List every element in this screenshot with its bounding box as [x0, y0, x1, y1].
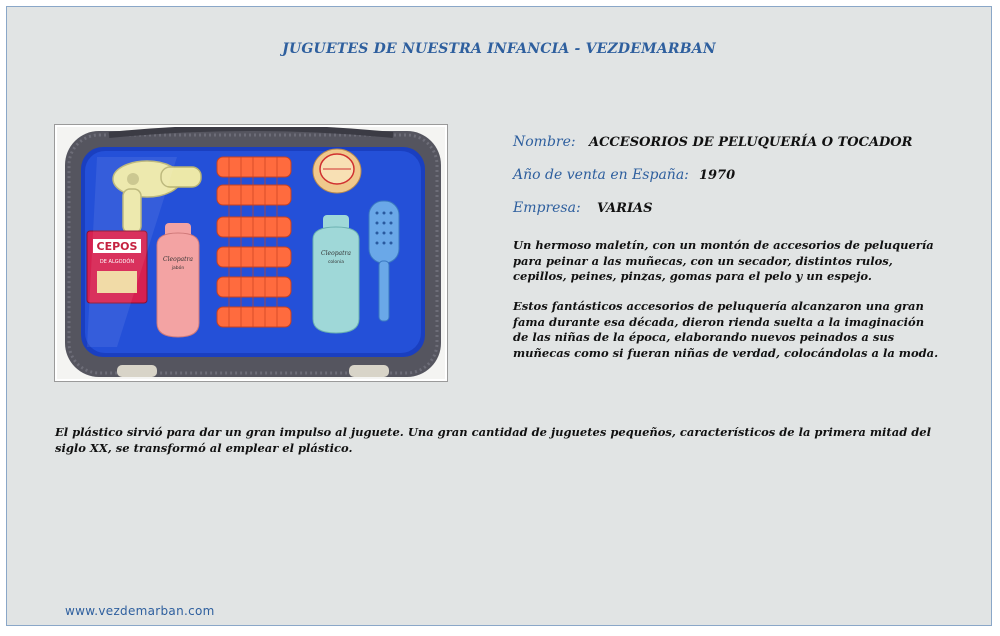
name-field — [513, 134, 913, 150]
site-url-link[interactable]: www.vezdemarban.com — [65, 604, 215, 618]
pink-bottle-label: Cleopatra — [163, 256, 193, 263]
page-title: JUGUETES DE NUESTRA INFANCIA - VEZDEMARBAN — [282, 41, 716, 57]
cepos-sublabel: DE ALGODÓN — [99, 259, 135, 265]
hairdresser-case-image — [57, 127, 445, 379]
description-paragraph-1: Un hermoso maletín, con un montón de accesorios de peluquería para peinar a las muñecas, con un secador, distintos rulos, cepillos, peines, pinzas, gomas para el pelo y un espejo. — [513, 238, 934, 283]
company-label: Empresa: — [513, 200, 581, 216]
blue-bottle-sublabel: colonia — [327, 260, 345, 265]
cepos-label: CEPOS — [96, 240, 138, 253]
product-photo — [54, 124, 448, 382]
blue-bottle-label: Cleopatra — [321, 250, 351, 257]
name-label: Nombre: — [513, 134, 576, 150]
year-field — [513, 167, 736, 183]
name-value: ACCESORIOS DE PELUQUERÍA O TOCADOR — [589, 135, 913, 150]
mirror-compact — [313, 149, 361, 193]
plastic-note: El plástico sirvió para dar un gran impulso al juguete. Una gran cantidad de juguetes pequeños, característicos de la primera mitad del siglo XX, se transformó al emplear el plástico. — [55, 425, 931, 455]
year-label: Año de venta en España: — [513, 167, 689, 183]
blue-bottle — [313, 215, 359, 333]
page-frame — [6, 6, 992, 626]
company-field — [513, 200, 653, 216]
company-value: VARIAS — [597, 201, 653, 216]
description-paragraph-2: Estos fantásticos accesorios de peluquería alcanzaron una gran fama durante esa década, dieron rienda suelta a la imaginación de las niñas de la época, elaborando nuevos peinados a sus muñecas como si fueran niñas de verdad, colocándolas a la moda. — [513, 299, 939, 360]
pink-bottle — [157, 223, 199, 337]
year-value: 1970 — [699, 168, 736, 183]
pink-bottle-sublabel: jabón — [171, 266, 185, 271]
